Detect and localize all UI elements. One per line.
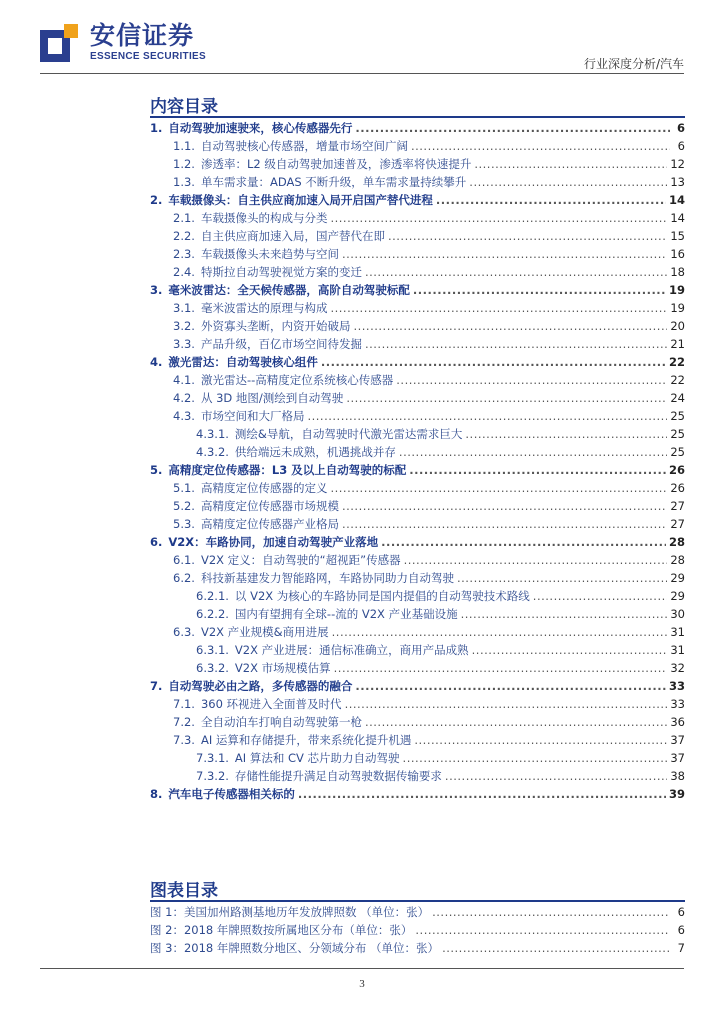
toc-entry-number: 7.1. bbox=[173, 697, 195, 711]
toc-entry[interactable] bbox=[150, 227, 685, 245]
toc-entry[interactable] bbox=[150, 173, 685, 191]
toc-dot-leader bbox=[399, 443, 667, 461]
toc-entry-number: 6.2. bbox=[173, 571, 195, 585]
figures-title: 图表目录 bbox=[150, 881, 218, 901]
figures-title-rule bbox=[150, 900, 685, 902]
toc-entry-text: 自动驾驶核心传感器，增量市场空间广阔 bbox=[200, 139, 408, 153]
toc-entry-text: 存储性能提升满足自动驾驶数据传输要求 bbox=[234, 769, 442, 783]
footer-divider bbox=[40, 968, 684, 969]
toc-entry[interactable] bbox=[150, 137, 685, 155]
toc-entry-page: 14 bbox=[670, 211, 685, 225]
toc-dot-leader bbox=[355, 677, 666, 695]
toc-entry-text: 车载摄像头未来趋势与空间 bbox=[200, 247, 339, 261]
toc-entry[interactable] bbox=[150, 191, 685, 209]
toc-dot-leader bbox=[342, 245, 667, 263]
toc-entry-text: V2X 市场规模估算 bbox=[234, 661, 331, 675]
essence-logo-icon bbox=[40, 24, 80, 64]
brand-name-cn: 安信证券 bbox=[90, 21, 195, 50]
toc-dot-leader bbox=[345, 695, 668, 713]
toc-entry-number: 6.2.1. bbox=[196, 589, 229, 603]
toc-entry[interactable] bbox=[150, 425, 685, 443]
toc-entry-number: 3. bbox=[150, 283, 163, 297]
toc-entry-text: 毫米波雷达的原理与构成 bbox=[200, 301, 328, 315]
toc-entry[interactable] bbox=[150, 749, 685, 767]
toc-entry-text: 以 V2X 为核心的车路协同是国内提倡的自动驾驶技术路线 bbox=[234, 589, 530, 603]
toc-entry[interactable] bbox=[150, 713, 685, 731]
toc-dot-leader bbox=[533, 587, 668, 605]
toc-entry-text: 自动驾驶必由之路，多传感器的融合 bbox=[168, 679, 353, 693]
toc-entry-number: 7.3. bbox=[173, 733, 195, 747]
header-divider bbox=[40, 73, 684, 74]
toc-entry-text: 激光雷达：自动驾驶核心组件 bbox=[168, 355, 318, 369]
toc-entry-text: 产品升级，百亿市场空间待发掘 bbox=[200, 337, 362, 351]
toc-dot-leader bbox=[330, 299, 667, 317]
toc-dot-leader bbox=[365, 263, 667, 281]
toc-entry-text: 测绘&导航，自动驾驶时代激光雷达需求巨大 bbox=[234, 427, 463, 441]
toc-entry[interactable] bbox=[150, 497, 685, 515]
toc-entry[interactable] bbox=[150, 119, 685, 137]
toc-entry[interactable] bbox=[150, 533, 685, 551]
toc-entry-number: 1.3. bbox=[173, 175, 195, 189]
toc-entry[interactable] bbox=[150, 335, 685, 353]
toc-entry-text: 自动驾驶加速驶来，核心传感器先行 bbox=[168, 121, 353, 135]
toc-entry[interactable] bbox=[150, 263, 685, 281]
toc-entry-text: 高精度定位传感器的定义 bbox=[200, 481, 328, 495]
toc-entry-number: 7.3.1. bbox=[196, 751, 229, 765]
toc-entry-page: 36 bbox=[670, 715, 685, 729]
toc-entry-text: 汽车电子传感器相关标的 bbox=[168, 787, 295, 801]
toc-dot-leader bbox=[396, 371, 667, 389]
toc-entry-page: 21 bbox=[670, 337, 685, 351]
toc-entry-page: 13 bbox=[670, 175, 685, 189]
toc-entry-page: 26 bbox=[670, 481, 685, 495]
toc-entry-text: 全自动泊车打响自动驾驶第一枪 bbox=[200, 715, 362, 729]
toc-entry-page: 31 bbox=[670, 643, 685, 657]
toc-entry-text: 市场空间和大厂格局 bbox=[200, 409, 305, 423]
toc-entry-text: 外资寡头垄断，内资开始破局 bbox=[200, 319, 351, 333]
report-type: 行业深度分析/汽车 bbox=[583, 57, 684, 71]
toc-entry-text: 高精度定位传感器：L3 及以上自动驾驶的标配 bbox=[168, 463, 407, 477]
toc-entry[interactable] bbox=[150, 605, 685, 623]
toc-dot-leader bbox=[461, 605, 668, 623]
toc-dot-leader bbox=[307, 407, 667, 425]
toc-dot-leader bbox=[409, 461, 666, 479]
toc-dot-leader bbox=[436, 191, 666, 209]
toc-entry-text: 高精度定位传感器市场规模 bbox=[200, 499, 339, 513]
toc-entry-number: 6.3. bbox=[173, 625, 195, 639]
toc-entry[interactable] bbox=[150, 623, 685, 641]
toc-entry[interactable] bbox=[150, 515, 685, 533]
toc-entry-text: 高精度定位传感器产业格局 bbox=[200, 517, 339, 531]
toc-dot-leader bbox=[365, 335, 667, 353]
toc-dot-leader bbox=[474, 155, 667, 173]
toc-dot-leader bbox=[411, 137, 670, 155]
toc-entry-number: 3.1. bbox=[173, 301, 195, 315]
toc-entry[interactable] bbox=[150, 731, 685, 749]
toc-entry-text: 激光雷达--高精度定位系统核心传感器 bbox=[200, 373, 394, 387]
figure-entry[interactable] bbox=[150, 921, 685, 939]
toc-entry-text: 国内有望拥有全球--流的 V2X 产业基础设施 bbox=[234, 607, 458, 621]
toc-entry-number: 4.2. bbox=[173, 391, 195, 405]
toc-dot-leader bbox=[321, 353, 666, 371]
toc-entry-number: 4.3.1. bbox=[196, 427, 229, 441]
toc-entry-text: 从 3D 地图/测绘到自动驾驶 bbox=[200, 391, 344, 405]
toc-entry-number: 3.2. bbox=[173, 319, 195, 333]
toc-entry-text: AI 运算和存储提升，带来系统化提升机遇 bbox=[200, 733, 412, 747]
figure-entry-text: 图 1：美国加州路测基地历年发放牌照数 （单位：张） bbox=[150, 905, 430, 919]
toc-entry-number: 4.3. bbox=[173, 409, 195, 423]
toc-dot-leader bbox=[414, 731, 667, 749]
toc-entry[interactable] bbox=[150, 785, 685, 803]
toc-dot-leader bbox=[403, 749, 668, 767]
figure-dot-leader bbox=[442, 939, 670, 957]
toc-entry-page: 38 bbox=[670, 769, 685, 783]
toc-entry[interactable] bbox=[150, 245, 685, 263]
toc-title-rule bbox=[150, 116, 685, 118]
toc-entry[interactable] bbox=[150, 641, 685, 659]
toc-entry-page: 19 bbox=[668, 283, 685, 297]
toc-dot-leader bbox=[330, 479, 667, 497]
toc-entry-number: 6. bbox=[150, 535, 163, 549]
toc-entry-text: 特斯拉自动驾驶视觉方案的变迁 bbox=[200, 265, 362, 279]
toc-entry-page: 31 bbox=[670, 625, 685, 639]
toc-entry-page: 19 bbox=[670, 301, 685, 315]
figure-entry[interactable] bbox=[150, 939, 685, 957]
toc-entry-page: 25 bbox=[670, 445, 685, 459]
toc-entry[interactable] bbox=[150, 317, 685, 335]
toc-entry-page: 39 bbox=[668, 787, 685, 801]
toc-entry[interactable] bbox=[150, 281, 685, 299]
toc-entry-page: 6 bbox=[677, 139, 685, 153]
figure-entry-text: 图 3：2018 年牌照数分地区、分领域分布 （单位：张） bbox=[150, 941, 440, 955]
toc-entry[interactable] bbox=[150, 695, 685, 713]
toc-dot-leader bbox=[413, 281, 666, 299]
toc-entry[interactable] bbox=[150, 155, 685, 173]
toc-entry-text: 360 环视进入全面普及时代 bbox=[200, 697, 342, 711]
toc-entry-number: 2.3. bbox=[173, 247, 195, 261]
toc-dot-leader bbox=[330, 209, 667, 227]
toc-entry-text: 单车需求量：ADAS 不断升级，单车需求量持续攀升 bbox=[200, 175, 467, 189]
toc-entry-page: 29 bbox=[670, 589, 685, 603]
toc-entry-page: 27 bbox=[670, 499, 685, 513]
list-of-figures bbox=[150, 903, 685, 957]
figure-entry-page: 6 bbox=[677, 905, 685, 919]
toc-entry-page: 30 bbox=[670, 607, 685, 621]
toc-entry-number: 2.4. bbox=[173, 265, 195, 279]
toc-dot-leader bbox=[465, 425, 667, 443]
toc-entry-text: 供给端远未成熟，机遇挑战并存 bbox=[234, 445, 396, 459]
toc-entry-text: V2X：车路协同，加速自动驾驶产业落地 bbox=[168, 535, 379, 549]
toc-entry-number: 4.1. bbox=[173, 373, 195, 387]
figure-entry-page: 6 bbox=[677, 923, 685, 937]
toc-entry-text: 科技新基建发力智能路网，车路协同助力自动驾驶 bbox=[200, 571, 454, 585]
brand-name-en: ESSENCE SECURITIES bbox=[90, 51, 206, 62]
toc-dot-leader bbox=[388, 227, 667, 245]
toc-entry-number: 5. bbox=[150, 463, 163, 477]
toc-entry-text: 渗透率：L2 级自动驾驶加速普及，渗透率将快速提升 bbox=[200, 157, 472, 171]
toc-entry-number: 6.2.2. bbox=[196, 607, 229, 621]
toc-entry-page: 20 bbox=[670, 319, 685, 333]
toc-entry-number: 3.3. bbox=[173, 337, 195, 351]
toc-entry-text: 自主供应商加速入局，国产替代在即 bbox=[200, 229, 385, 243]
toc-dot-leader bbox=[381, 533, 666, 551]
toc-entry-page: 22 bbox=[668, 355, 685, 369]
toc-entry-number: 6.1. bbox=[173, 553, 195, 567]
toc-entry[interactable] bbox=[150, 389, 685, 407]
toc-entry-number: 7.2. bbox=[173, 715, 195, 729]
toc-dot-leader bbox=[404, 551, 668, 569]
toc-entry-text: 车载摄像头：自主供应商加速入局开启国产替代进程 bbox=[168, 193, 433, 207]
toc-dot-leader bbox=[365, 713, 667, 731]
brand bbox=[90, 22, 206, 62]
toc-entry[interactable] bbox=[150, 353, 685, 371]
figure-dot-leader bbox=[415, 921, 670, 939]
toc-entry-page: 26 bbox=[668, 463, 685, 477]
toc-entry-page: 15 bbox=[670, 229, 685, 243]
toc-entry[interactable] bbox=[150, 407, 685, 425]
toc-entry-page: 16 bbox=[670, 247, 685, 261]
toc-entry-number: 7. bbox=[150, 679, 163, 693]
toc-entry-page: 18 bbox=[670, 265, 685, 279]
toc-entry[interactable] bbox=[150, 677, 685, 695]
toc-entry-page: 6 bbox=[676, 121, 685, 135]
toc-entry-number: 7.3.2. bbox=[196, 769, 229, 783]
toc-entry-text: V2X 产业规模&商用进展 bbox=[200, 625, 329, 639]
toc-entry-text: 毫米波雷达：全天候传感器，高阶自动驾驶标配 bbox=[168, 283, 410, 297]
toc-dot-leader bbox=[298, 785, 666, 803]
toc-entry-number: 8. bbox=[150, 787, 163, 801]
toc-entry-page: 32 bbox=[670, 661, 685, 675]
toc-entry-number: 1. bbox=[150, 121, 163, 135]
toc-entry[interactable] bbox=[150, 587, 685, 605]
toc-entry-number: 2.1. bbox=[173, 211, 195, 225]
toc-dot-leader bbox=[334, 659, 668, 677]
table-of-contents bbox=[150, 119, 685, 803]
toc-dot-leader bbox=[346, 389, 667, 407]
toc-entry-page: 27 bbox=[670, 517, 685, 531]
toc-entry-text: AI 算法和 CV 芯片助力自动驾驶 bbox=[234, 751, 400, 765]
toc-entry[interactable] bbox=[150, 551, 685, 569]
toc-entry[interactable] bbox=[150, 443, 685, 461]
toc-entry-number: 2. bbox=[150, 193, 163, 207]
figure-entry[interactable] bbox=[150, 903, 685, 921]
toc-entry-page: 33 bbox=[670, 697, 685, 711]
toc-entry-number: 2.2. bbox=[173, 229, 195, 243]
toc-dot-leader bbox=[342, 515, 667, 533]
toc-entry-number: 6.3.2. bbox=[196, 661, 229, 675]
page-number: 3 bbox=[359, 978, 365, 990]
toc-title: 内容目录 bbox=[150, 97, 218, 117]
toc-dot-leader bbox=[472, 641, 668, 659]
figure-entry-text: 图 2：2018 年牌照数按所属地区分布（单位：张） bbox=[150, 923, 413, 937]
toc-entry-page: 22 bbox=[670, 373, 685, 387]
toc-entry-page: 14 bbox=[668, 193, 685, 207]
toc-entry-number: 5.2. bbox=[173, 499, 195, 513]
toc-entry-text: V2X 定义：自动驾驶的“超视距”传感器 bbox=[200, 553, 401, 567]
toc-entry[interactable] bbox=[150, 479, 685, 497]
figure-dot-leader bbox=[432, 903, 670, 921]
toc-entry-number: 1.2. bbox=[173, 157, 195, 171]
toc-entry-page: 25 bbox=[670, 427, 685, 441]
toc-dot-leader bbox=[353, 317, 667, 335]
toc-entry-number: 4.3.2. bbox=[196, 445, 229, 459]
toc-entry-page: 28 bbox=[670, 553, 685, 567]
toc-entry-page: 28 bbox=[668, 535, 685, 549]
toc-entry-text: 车载摄像头的构成与分类 bbox=[200, 211, 328, 225]
toc-entry-number: 1.1. bbox=[173, 139, 195, 153]
toc-entry-page: 24 bbox=[670, 391, 685, 405]
toc-entry-page: 12 bbox=[670, 157, 685, 171]
page-header bbox=[0, 0, 724, 80]
toc-entry-page: 29 bbox=[670, 571, 685, 585]
toc-entry[interactable] bbox=[150, 371, 685, 389]
toc-entry-number: 6.3.1. bbox=[196, 643, 229, 657]
toc-entry-number: 4. bbox=[150, 355, 163, 369]
toc-dot-leader bbox=[355, 119, 670, 137]
toc-dot-leader bbox=[469, 173, 667, 191]
toc-dot-leader bbox=[457, 569, 667, 587]
toc-entry-page: 33 bbox=[668, 679, 685, 693]
toc-entry[interactable] bbox=[150, 659, 685, 677]
toc-entry-number: 5.1. bbox=[173, 481, 195, 495]
toc-entry-text: V2X 产业进展：通信标准确立，商用产品成熟 bbox=[234, 643, 469, 657]
toc-entry[interactable] bbox=[150, 767, 685, 785]
toc-entry[interactable] bbox=[150, 299, 685, 317]
toc-dot-leader bbox=[332, 623, 668, 641]
toc-entry[interactable] bbox=[150, 461, 685, 479]
toc-entry[interactable] bbox=[150, 569, 685, 587]
figure-entry-page: 7 bbox=[677, 941, 685, 955]
toc-entry-page: 25 bbox=[670, 409, 685, 423]
toc-entry-page: 37 bbox=[670, 733, 685, 747]
toc-entry-number: 5.3. bbox=[173, 517, 195, 531]
toc-entry-page: 37 bbox=[670, 751, 685, 765]
toc-dot-leader bbox=[445, 767, 667, 785]
toc-dot-leader bbox=[342, 497, 667, 515]
toc-entry[interactable] bbox=[150, 209, 685, 227]
